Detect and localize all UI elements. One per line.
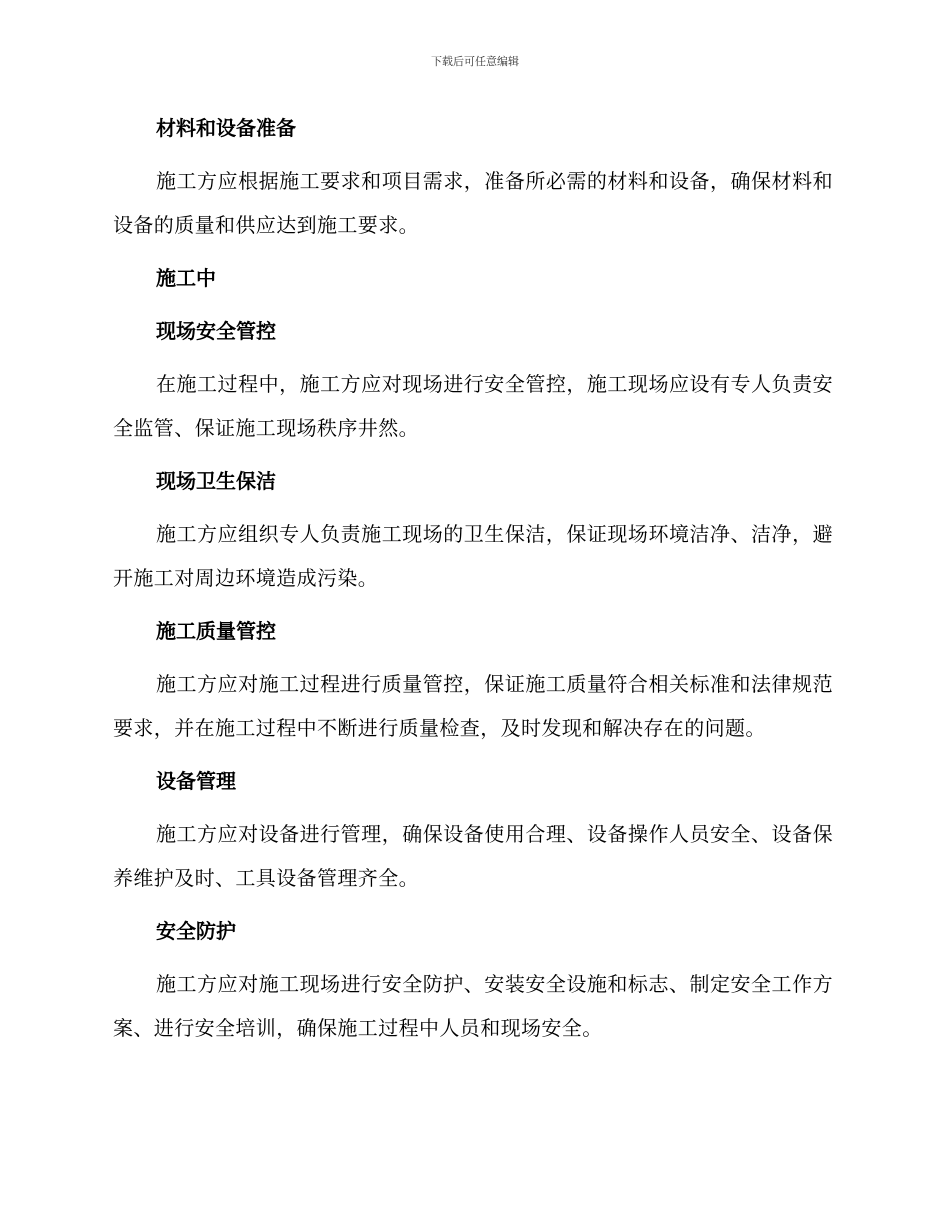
section-paragraph: 施工方应对施工现场进行安全防护、安装安全设施和标志、制定安全工作方案、进行安全培训，确保施工过程中人员和现场安全。 [113, 972, 833, 1040]
section-heading: 设备管理 [156, 769, 236, 793]
section-paragraph: 施工方应根据施工要求和项目需求，准备所必需的材料和设备，确保材料和设备的质量和供应达到施工要求。 [113, 169, 833, 237]
section-paragraph: 施工方应组织专人负责施工现场的卫生保洁，保证现场环境洁净、洁净，避开施工对周边环境造成污染。 [113, 522, 833, 590]
page-header: 下载后可任意编辑 [431, 55, 519, 68]
section-paragraph: 在施工过程中，施工方应对现场进行安全管控，施工现场应设有专人负责安全监管、保证施工现场秩序井然。 [113, 372, 833, 440]
section-heading: 施工中 [156, 266, 216, 290]
document-body [113, 107, 833, 1060]
section-heading: 现场安全管控 [156, 319, 276, 343]
section-heading: 施工质量管控 [156, 619, 276, 643]
section-heading: 现场卫生保洁 [156, 469, 276, 493]
section-heading: 材料和设备准备 [156, 116, 296, 140]
section-heading: 安全防护 [156, 919, 236, 943]
section-paragraph: 施工方应对施工过程进行质量管控，保证施工质量符合相关标准和法律规范要求，并在施工过程中不断进行质量检查，及时发现和解决存在的问题。 [113, 672, 833, 740]
section-paragraph: 施工方应对设备进行管理，确保设备使用合理、设备操作人员安全、设备保养维护及时、工具设备管理齐全。 [113, 822, 833, 890]
